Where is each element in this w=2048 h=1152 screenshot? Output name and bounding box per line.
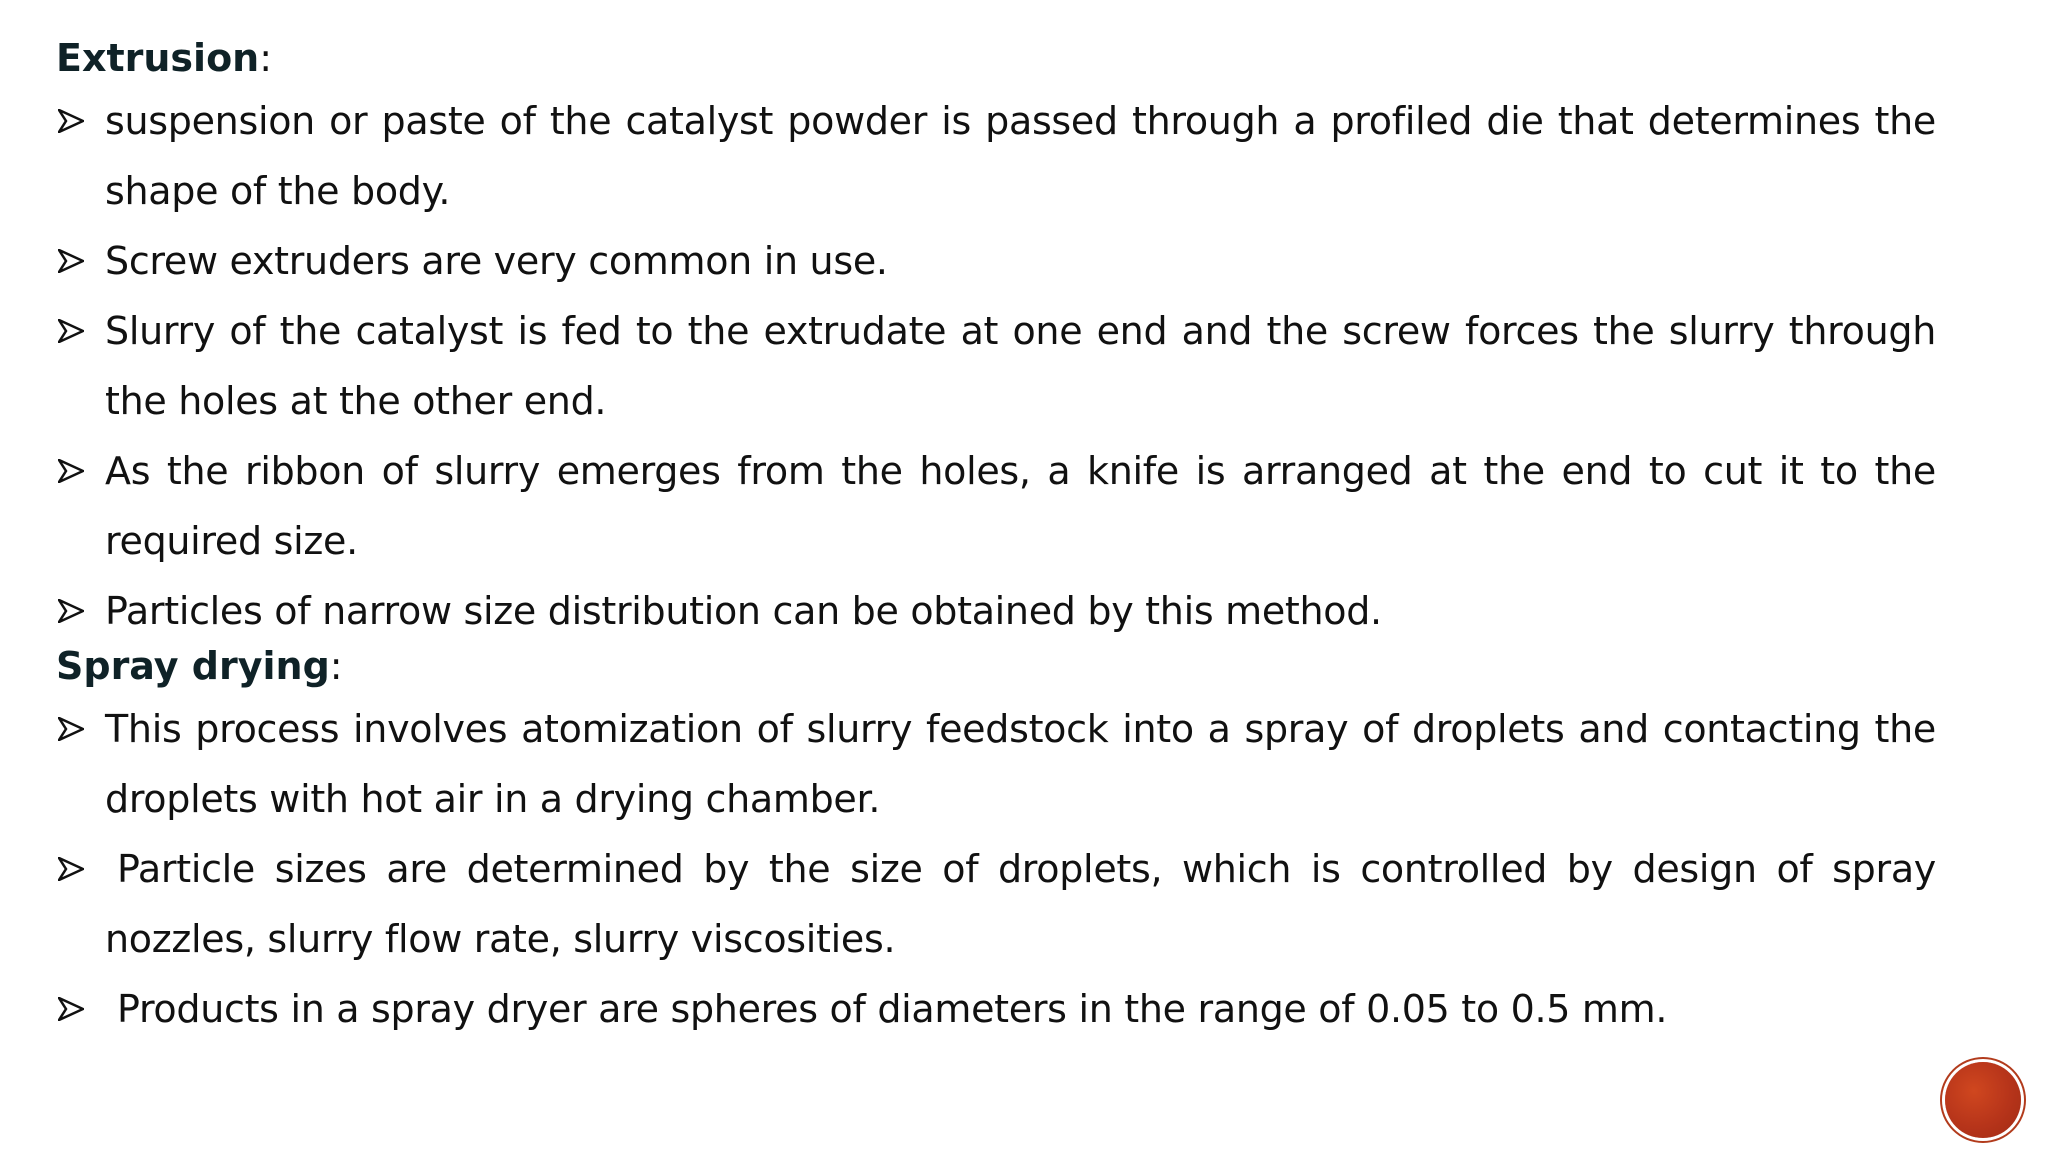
arrowhead-bullet-icon bbox=[56, 226, 104, 296]
arrowhead-bullet-icon bbox=[56, 576, 104, 646]
arrowhead-bullet-icon bbox=[56, 694, 104, 764]
list-item-text: Screw extruders are very common in use. bbox=[105, 239, 888, 283]
section-heading-spray-drying bbox=[56, 644, 343, 688]
list-item bbox=[56, 974, 1936, 1044]
section-heading-extrusion bbox=[56, 36, 272, 80]
list-item-text: Particle sizes are determined by the size of droplets, which is controlled by design of spray nozzles, slurry flow rate, slurry viscosities. bbox=[105, 847, 1936, 961]
arrowhead-bullet-icon bbox=[56, 296, 104, 366]
section-heading-colon: : bbox=[259, 36, 273, 80]
list-item bbox=[56, 226, 1936, 296]
list-item bbox=[56, 834, 1936, 974]
arrowhead-bullet-icon bbox=[56, 834, 104, 904]
list-item bbox=[56, 694, 1936, 834]
arrowhead-bullet-icon bbox=[56, 974, 104, 1044]
arrowhead-bullet-icon bbox=[56, 436, 104, 506]
arrowhead-bullet-icon bbox=[56, 86, 104, 156]
list-item bbox=[56, 86, 1936, 226]
section-heading-title: Spray drying bbox=[56, 644, 330, 688]
list-item-text: Products in a spray dryer are spheres of diameters in the range of 0.05 to 0.5 mm. bbox=[117, 987, 1668, 1031]
list-item-text: Particles of narrow size distribution can be obtained by this method. bbox=[105, 589, 1382, 633]
list-item-text: This process involves atomization of slurry feedstock into a spray of droplets and contacting the droplets with hot air in a drying chamber. bbox=[105, 707, 1936, 821]
section-heading-colon: : bbox=[329, 644, 343, 688]
list-item-text: Slurry of the catalyst is fed to the extrudate at one end and the screw forces the slurry through the holes at the other end. bbox=[105, 309, 1936, 423]
list-item-text: As the ribbon of slurry emerges from the holes, a knife is arranged at the end to cut it to the required size. bbox=[105, 449, 1936, 563]
list-item bbox=[56, 296, 1936, 436]
list-item bbox=[56, 436, 1936, 576]
section-heading-title: Extrusion bbox=[56, 36, 260, 80]
list-item bbox=[56, 576, 1936, 646]
slide-badge-icon bbox=[1945, 1062, 2021, 1138]
list-item-text: suspension or paste of the catalyst powder is passed through a profiled die that determines the shape of the body. bbox=[105, 99, 1936, 213]
